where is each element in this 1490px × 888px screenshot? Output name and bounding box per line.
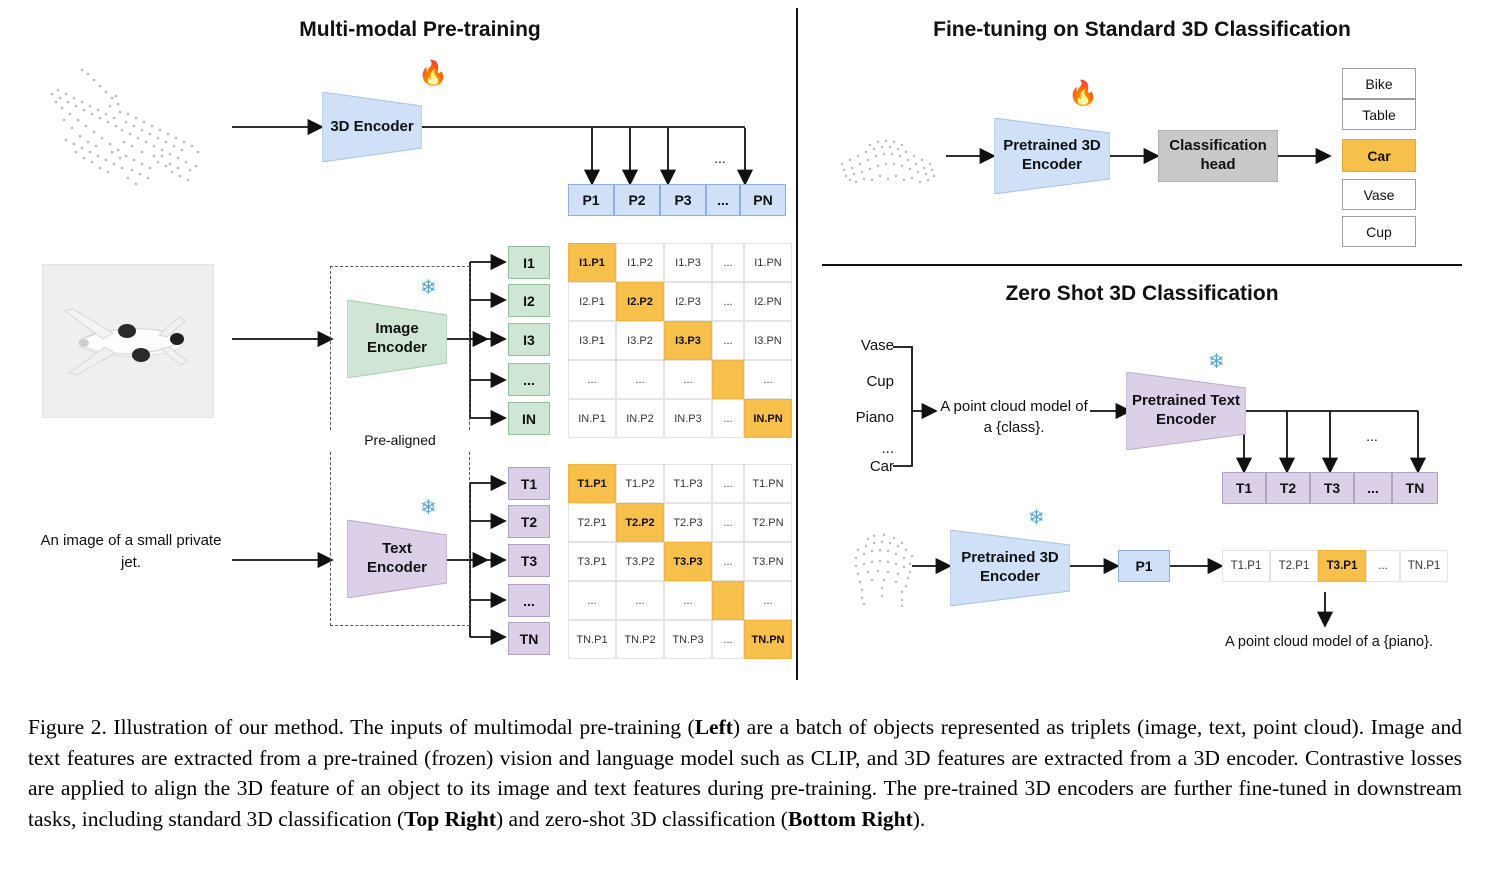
- image-matrix-cell-2-4: I3.PN: [744, 321, 792, 360]
- image-matrix-cell-0-4: I1.PN: [744, 243, 792, 282]
- text-bus-ellipsis: ...: [1366, 428, 1378, 444]
- class-option-car[interactable]: Car: [1342, 139, 1416, 172]
- pretrained-text-encoder-label: Pretrained Text Encoder: [1131, 392, 1241, 428]
- text-matrix-cell-4-2: TN.P3: [664, 620, 712, 659]
- token-t2: T2: [508, 505, 550, 538]
- text-matrix-cell-4-0: TN.P1: [568, 620, 616, 659]
- text-matrix-cell-1-3: ...: [712, 503, 744, 542]
- token-p-ellipsis: ...: [706, 184, 740, 216]
- text-matrix-cell-3-0: ...: [568, 581, 616, 620]
- p-bus-ellipsis: ...: [714, 150, 726, 166]
- text-matrix-cell-1-4: T2.PN: [744, 503, 792, 542]
- text-matrix-cell-4-4: TN.PN: [744, 620, 792, 659]
- caption-bold-top-right: Top Right: [404, 806, 496, 831]
- figure-caption: [28, 712, 1462, 834]
- text-matrix-cell-4-1: TN.P2: [616, 620, 664, 659]
- text-matrix-cell-2-0: T3.P1: [568, 542, 616, 581]
- input-text-caption: An image of a small private jet.: [40, 532, 222, 571]
- image-matrix-cell-0-1: I1.P2: [616, 243, 664, 282]
- flame-icon-top-right: 🔥: [1068, 80, 1098, 107]
- token-t3: T3: [508, 544, 550, 577]
- score-cell-t2p1: T2.P1: [1270, 550, 1318, 582]
- image-matrix-cell-3-0: ...: [568, 360, 616, 399]
- image-matrix-cell-0-2: I1.P3: [664, 243, 712, 282]
- text-matrix-cell-4-3: ...: [712, 620, 744, 659]
- token-i1: I1: [508, 246, 550, 279]
- classification-head-box: [1158, 130, 1278, 182]
- text-matrix-cell-3-1: ...: [616, 581, 664, 620]
- text-matrix-cell-1-2: T2.P3: [664, 503, 712, 542]
- text-matrix-cell-2-1: T3.P2: [616, 542, 664, 581]
- point-cloud-piano: [838, 520, 934, 612]
- token-p2: P2: [614, 184, 660, 216]
- image-matrix-cell-0-0: I1.P1: [568, 243, 616, 282]
- image-matrix-cell-4-2: IN.P3: [664, 399, 712, 438]
- snowflake-icon-text: ❄: [420, 497, 437, 519]
- zs-class-vase: Vase: [860, 337, 894, 354]
- image-matrix-cell-1-3: ...: [712, 282, 744, 321]
- point-cloud-car: [828, 124, 946, 190]
- image-matrix-cell-3-4: ...: [744, 360, 792, 399]
- snowflake-icon-text-bottom: ❄: [1208, 351, 1225, 373]
- text-matrix-cell-1-0: T2.P1: [568, 503, 616, 542]
- panel-title-left: Multi-modal Pre-training: [299, 18, 541, 41]
- text-matrix-cell-3-4: ...: [744, 581, 792, 620]
- score-cell-ellipsis: ...: [1366, 550, 1400, 582]
- score-cell-t1p1: T1.P1: [1222, 550, 1270, 582]
- encoder-3d-trapezoid: [322, 92, 422, 162]
- text-matrix-cell-0-0: T1.P1: [568, 464, 616, 503]
- zs-token-tn: TN: [1392, 472, 1438, 504]
- zs-class-car: Car: [869, 458, 894, 475]
- image-matrix-cell-1-4: I2.PN: [744, 282, 792, 321]
- text-matrix-cell-0-1: T1.P2: [616, 464, 664, 503]
- prompt-template-text: A point cloud model of a {class}.: [940, 398, 1088, 436]
- token-p3: P3: [660, 184, 706, 216]
- image-matrix-cell-0-3: ...: [712, 243, 744, 282]
- token-tn: TN: [508, 622, 550, 655]
- text-matrix-cell-2-2: T3.P3: [664, 542, 712, 581]
- image-similarity-matrix: [568, 243, 786, 439]
- pretrained-3d-encoder-trapezoid-bottom: [950, 530, 1070, 606]
- caption-part-3: ) and zero-shot 3D classification (: [496, 806, 788, 831]
- text-matrix-cell-0-4: T1.PN: [744, 464, 792, 503]
- zs-token-p1: P1: [1118, 550, 1170, 582]
- vertical-divider: [796, 8, 798, 680]
- text-similarity-matrix: [568, 464, 786, 660]
- caption-bold-left: Left: [694, 715, 733, 739]
- caption-part-1: Figure 2. Illustration of our method. The inputs of multimodal pre-training (: [28, 715, 695, 739]
- encoder-3d-label: 3D Encoder: [330, 117, 414, 135]
- zs-token-t2: T2: [1266, 472, 1310, 504]
- token-pn: PN: [740, 184, 786, 216]
- image-matrix-cell-4-0: IN.P1: [568, 399, 616, 438]
- image-encoder-label: Image Encoder: [366, 320, 427, 356]
- text-encoder-label: Text Encoder: [366, 540, 427, 576]
- text-matrix-cell-3-3: [712, 581, 744, 620]
- image-matrix-cell-1-0: I2.P1: [568, 282, 616, 321]
- caption-part-2: ) are a batch of objects represented as triplets (image, text, point cloud). Image and text features are extracted from a pre-trained (frozen) vision and language model such as CLIP, and 3D features are extracted from a 3D encoder. Contrastive losses are applied to align the 3D feature of an object to its image and text features during pre-training. The pre-trained 3D encoders are further fine-tuned in downstream tasks, including standard 3D classification (: [28, 715, 1463, 831]
- text-matrix-cell-3-2: ...: [664, 581, 712, 620]
- caption-part-4: ).: [912, 806, 926, 831]
- horizontal-divider: [822, 264, 1462, 266]
- panel-title-bottom-right: Zero Shot 3D Classification: [1005, 282, 1279, 305]
- zs-class-ellipsis: ...: [881, 440, 894, 457]
- panel-title-top-right: Fine-tuning on Standard 3D Classification: [933, 18, 1351, 41]
- token-i-ellipsis: ...: [508, 363, 550, 396]
- pretrained-3d-encoder-label-bottom: Pretrained 3D Encoder: [961, 549, 1059, 585]
- image-matrix-cell-2-3: ...: [712, 321, 744, 360]
- pre-aligned-label: Pre-aligned: [330, 430, 470, 450]
- text-matrix-cell-0-3: ...: [712, 464, 744, 503]
- token-in: IN: [508, 402, 550, 435]
- rendered-image-airplane: [42, 264, 214, 418]
- pretrained-3d-encoder-label-top: Pretrained 3D Encoder: [1003, 137, 1101, 173]
- token-i2: I2: [508, 284, 550, 317]
- score-cell-t3p1: T3.P1: [1318, 550, 1366, 582]
- image-matrix-cell-2-2: I3.P3: [664, 321, 712, 360]
- text-matrix-cell-2-4: T3.PN: [744, 542, 792, 581]
- image-matrix-cell-2-1: I3.P2: [616, 321, 664, 360]
- snowflake-icon-image: ❄: [420, 277, 437, 299]
- class-option-vase[interactable]: Vase: [1342, 179, 1416, 210]
- pretrained-3d-encoder-trapezoid-top: [994, 118, 1110, 194]
- zs-token-t-ellipsis: ...: [1354, 472, 1392, 504]
- flame-icon: 🔥: [418, 60, 448, 87]
- image-matrix-cell-3-2: ...: [664, 360, 712, 399]
- text-encoder-trapezoid: [347, 520, 447, 598]
- image-matrix-cell-3-1: ...: [616, 360, 664, 399]
- token-t1: T1: [508, 467, 550, 500]
- zs-token-t3: T3: [1310, 472, 1354, 504]
- class-option-bike[interactable]: Bike: [1342, 68, 1416, 99]
- image-matrix-cell-1-1: I2.P2: [616, 282, 664, 321]
- zs-token-t1: T1: [1222, 472, 1266, 504]
- pretrained-text-encoder-trapezoid: [1126, 372, 1246, 450]
- point-cloud-airplane: [22, 52, 222, 212]
- token-t-ellipsis: ...: [508, 584, 550, 617]
- snowflake-icon-3d-bottom: ❄: [1028, 507, 1045, 529]
- score-cell-tnp1: TN.P1: [1400, 550, 1448, 582]
- text-matrix-cell-1-1: T2.P2: [616, 503, 664, 542]
- text-matrix-cell-0-2: T1.P3: [664, 464, 712, 503]
- classification-head-label: Classification head: [1169, 137, 1267, 173]
- image-encoder-trapezoid: [347, 300, 447, 378]
- token-p1: P1: [568, 184, 614, 216]
- class-option-cup[interactable]: Cup: [1342, 216, 1416, 247]
- image-matrix-cell-1-2: I2.P3: [664, 282, 712, 321]
- caption-bold-bottom-right: Bottom Right: [787, 806, 913, 831]
- token-i3: I3: [508, 323, 550, 356]
- image-matrix-cell-4-1: IN.P2: [616, 399, 664, 438]
- image-matrix-cell-3-3: [712, 360, 744, 399]
- text-matrix-cell-2-3: ...: [712, 542, 744, 581]
- zs-class-piano: Piano: [855, 409, 894, 426]
- class-option-table[interactable]: Table: [1342, 99, 1416, 130]
- image-matrix-cell-4-4: IN.PN: [744, 399, 792, 438]
- zs-class-cup: Cup: [866, 373, 894, 390]
- image-matrix-cell-2-0: I3.P1: [568, 321, 616, 360]
- zero-shot-result-text: A point cloud model of a {piano}.: [1225, 634, 1433, 650]
- image-matrix-cell-4-3: ...: [712, 399, 744, 438]
